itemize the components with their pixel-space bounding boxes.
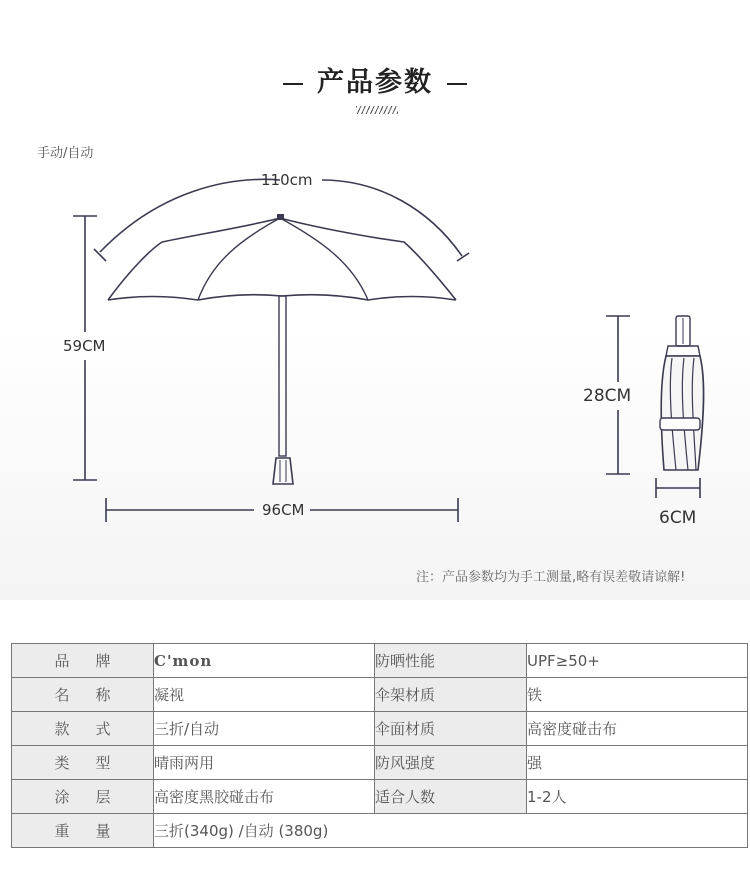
measurement-note: 注：产品参数均为手工测量,略有误差敬请谅解! — [416, 570, 686, 585]
spec-label: 适合人数 — [375, 780, 527, 814]
arc-width-label: 110cm — [261, 171, 313, 189]
umbrella-canopy — [108, 218, 456, 300]
umbrella-shaft — [279, 296, 286, 456]
umbrella-handle — [273, 458, 293, 484]
spec-value: 三折/自动 — [154, 712, 375, 746]
height-label: 59CM — [63, 337, 106, 355]
spec-label: 重 量 — [12, 814, 154, 848]
spec-value: 1-2人 — [527, 780, 748, 814]
table-row — [12, 678, 748, 712]
arc-tick-right — [457, 253, 469, 261]
spec-label: 防晒性能 — [375, 644, 527, 678]
spec-value: UPF≥50+ — [527, 644, 748, 678]
spec-label: 品 牌 — [12, 644, 154, 678]
table-row — [12, 780, 748, 814]
mode-label: 手动/自动 — [37, 146, 94, 161]
spec-label: 类 型 — [12, 746, 154, 780]
umbrella-top-cap — [277, 214, 284, 220]
spec-value: 三折(340g) /自动 (380g) — [154, 814, 748, 848]
spec-label: 防风强度 — [375, 746, 527, 780]
folded-strap — [660, 418, 700, 430]
open-width-label: 96CM — [262, 501, 305, 519]
spec-value: 铁 — [527, 678, 748, 712]
arc-tick-left — [94, 249, 106, 261]
canopy-rib-1 — [198, 218, 280, 300]
spec-value: 强 — [527, 746, 748, 780]
canopy-rib-2 — [280, 218, 368, 300]
folded-length-label: 28CM — [583, 386, 632, 406]
folded-width-label: 6CM — [659, 508, 697, 528]
spec-label: 伞面材质 — [375, 712, 527, 746]
spec-label: 名 称 — [12, 678, 154, 712]
spec-label: 伞架材质 — [375, 678, 527, 712]
spec-label: 款 式 — [12, 712, 154, 746]
table-row — [12, 814, 748, 848]
table-row — [12, 644, 748, 678]
spec-value: C'mon — [154, 644, 375, 678]
spec-value: 凝视 — [154, 678, 375, 712]
spec-label: 涂 层 — [12, 780, 154, 814]
title-text: 产品参数 — [317, 67, 433, 98]
spec-value: 高密度黑胶碰击布 — [154, 780, 375, 814]
spec-table — [11, 643, 748, 848]
table-row — [12, 712, 748, 746]
spec-value: 晴雨两用 — [154, 746, 375, 780]
table-row — [12, 746, 748, 780]
folded-top — [666, 346, 700, 356]
spec-value: 高密度碰击布 — [527, 712, 748, 746]
